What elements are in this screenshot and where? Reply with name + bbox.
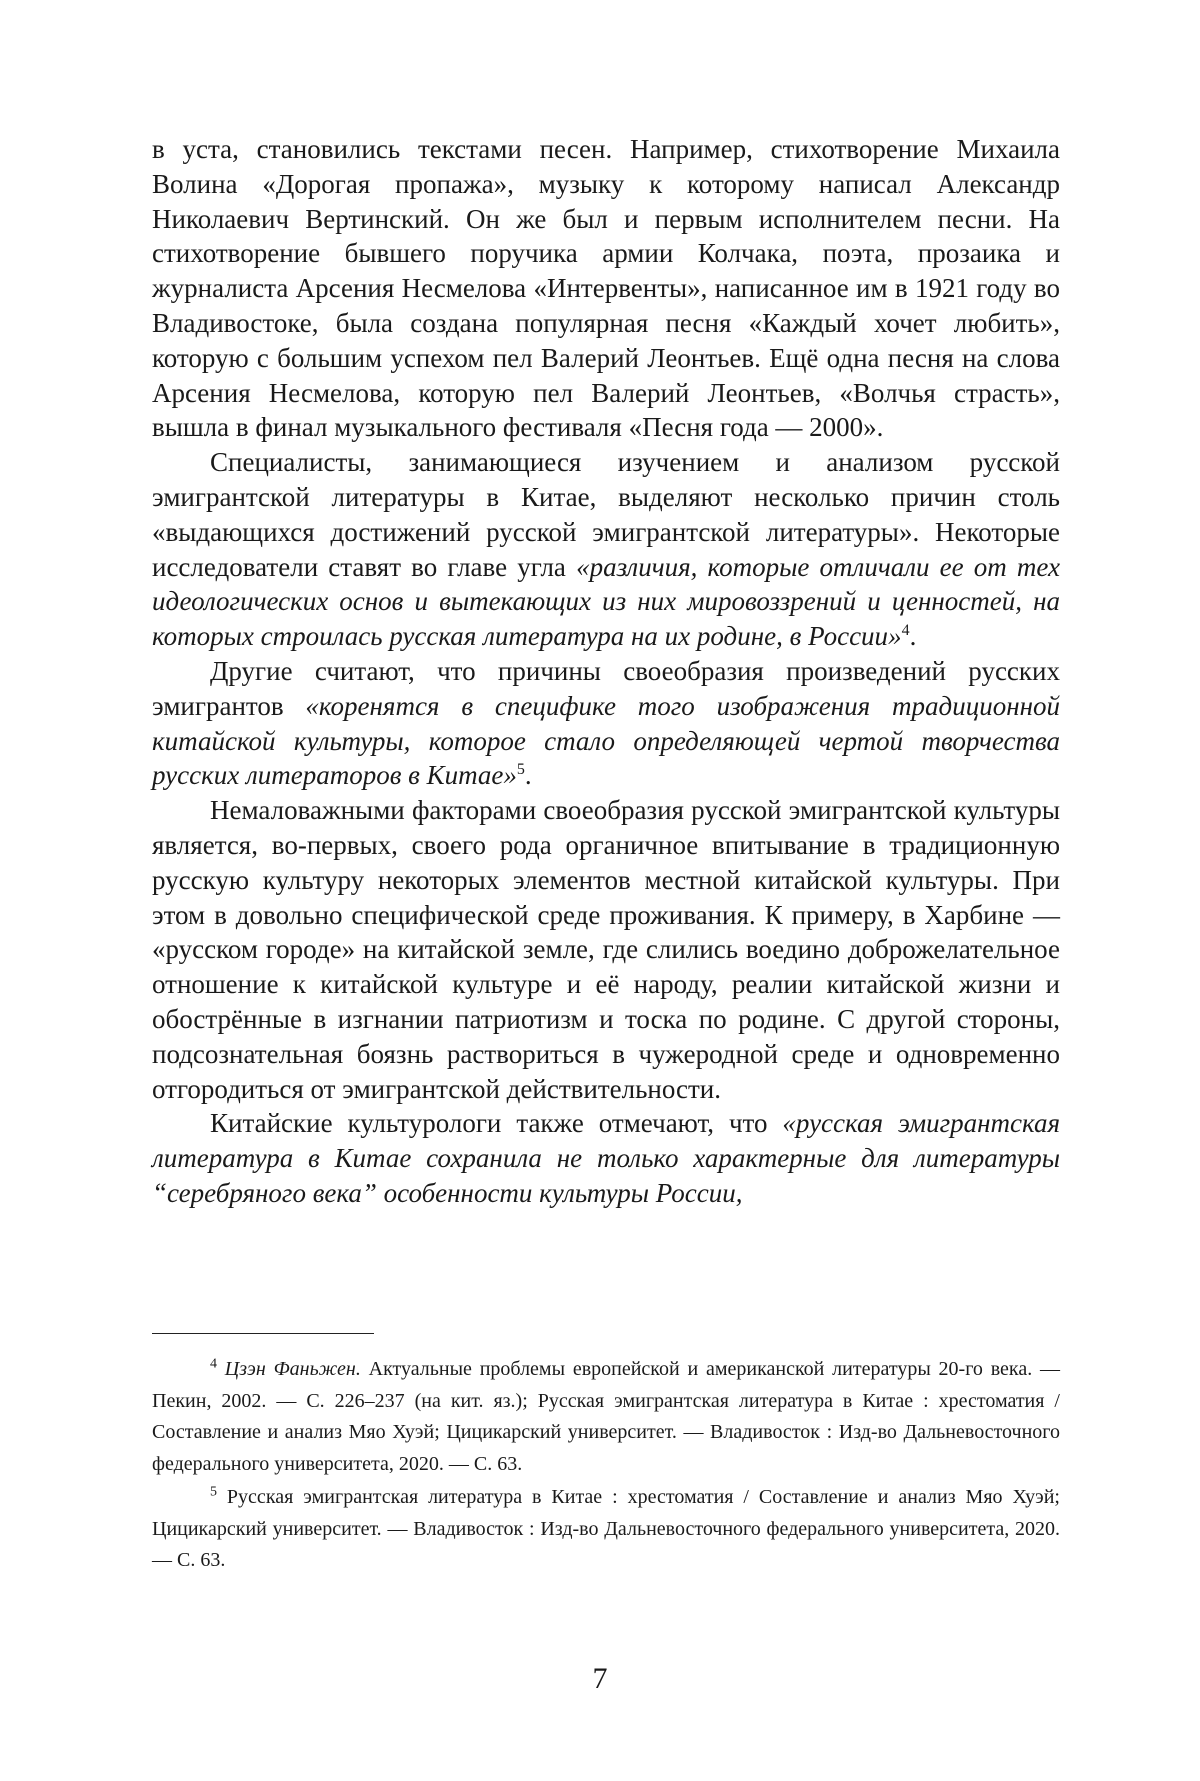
paragraph-2 <box>152 445 1060 654</box>
footnote-4 <box>152 1354 1060 1480</box>
footnote-5-number: 5 <box>210 1484 217 1499</box>
footnotes <box>152 1354 1060 1579</box>
paragraph-3-end: . <box>525 760 532 790</box>
footnote-4-text: Актуальные проблемы европейской и американской литературы 20-го века. — Пекин, 2002. — С. 226–237 (на кит. яз.); Русская эмигрантская литература в Китае : хрестоматия / Составление и анализ Мяо Хуэй; Цицикарский университет. — Владивосток : Изд-во Дальневосточного федерального университета, 2020. — С. 63. <box>152 1358 1060 1475</box>
footnote-4-author: Цзэн Фаньжен. <box>225 1358 361 1380</box>
footnote-5 <box>152 1482 1060 1577</box>
paragraph-1-text: в уста, становились текстами песен. Например, стихотворение Михаила Волина «Дорогая пропажа», музыку к которому написал Александр Николаевич Вертинский. Он же был и первым исполнителем песни. На стихотворение бывшего поручика армии Колчака, поэта, прозаика и журналиста Арсения Несмелова «Интервенты», написанное им в 1921 году во Владивостоке, была создана популярная песня «Каждый хочет любить», которую с большим успехом пел Валерий Леонтьев. Ещё одна песня на слова Арсения Несмелова, которую пел Валерий Леонтьев, «Волчья страсть», вышла в финал музыкального фестиваля «Песня года — 2000». <box>152 134 1060 442</box>
paragraph-4-text: Немаловажными факторами своеобразия русской эмигрантской культуры является, во-первых, своего рода органичное впитывание в традиционную русскую культуру некоторых элементов местной китайской культуры. При этом в довольно специфической среде проживания. К примеру, в Харбине — «русском городе» на китайской земле, где слились воедино доброжелательное отношение к китайской культуре и её народу, реалии китайской жизни и обострённые в изгнании патриотизм и тоска по родине. С другой стороны, подсознательная боязнь раствориться в чужеродной среде и одновременно отгородиться от эмигрантской действительности. <box>152 795 1060 1103</box>
paragraph-2-quote: «различия, которые отличали ее от тех идеологических основ и вытекающих из них мировоззрений и ценностей, на которых строилась русская литература на их родине, в России» <box>152 552 1060 652</box>
footnote-ref-5: 5 <box>517 761 525 778</box>
paragraph-3-text: Другие считают, что причины своеобразия произведений русских эмигрантов <box>152 656 1060 721</box>
paragraph-3-quote: «коренятся в специфике того изображения традиционной китайской культуры, которое стало определяющей чертой творчества русских литераторов в Китае» <box>152 691 1060 791</box>
footnote-4-number: 4 <box>210 1356 217 1371</box>
footnote-separator <box>152 1333 374 1334</box>
page-number: 7 <box>0 1662 1200 1696</box>
paragraph-5-quote: «русская эмигрантская литература в Китае сохранила не только характерные для литературы “серебряного века” особенности культуры России, <box>152 1108 1060 1208</box>
paragraph-1 <box>152 132 1060 445</box>
paragraph-3 <box>152 654 1060 793</box>
footnote-ref-4: 4 <box>902 622 910 639</box>
paragraph-2-text: Специалисты, занимающиеся изучением и анализом русской эмигрантской литературы в Китае, выделяют несколько причин столь «выдающихся достижений русской эмигрантской литературы». Некоторые исследователи ставят во главе угла <box>152 447 1060 581</box>
paragraph-2-end: . <box>910 621 917 651</box>
paragraph-5-text: Китайские культурологи также отмечают, что <box>210 1108 782 1138</box>
paragraph-4 <box>152 793 1060 1106</box>
paragraph-5 <box>152 1106 1060 1210</box>
footnote-5-text: Русская эмигрантская литература в Китае : хрестоматия / Составление и анализ Мяо Хуэй; Цицикарский университет. — Владивосток : Изд-во Дальневосточного федерального университета, 2020. — С. 63. <box>152 1486 1060 1571</box>
main-text <box>152 132 1060 1211</box>
